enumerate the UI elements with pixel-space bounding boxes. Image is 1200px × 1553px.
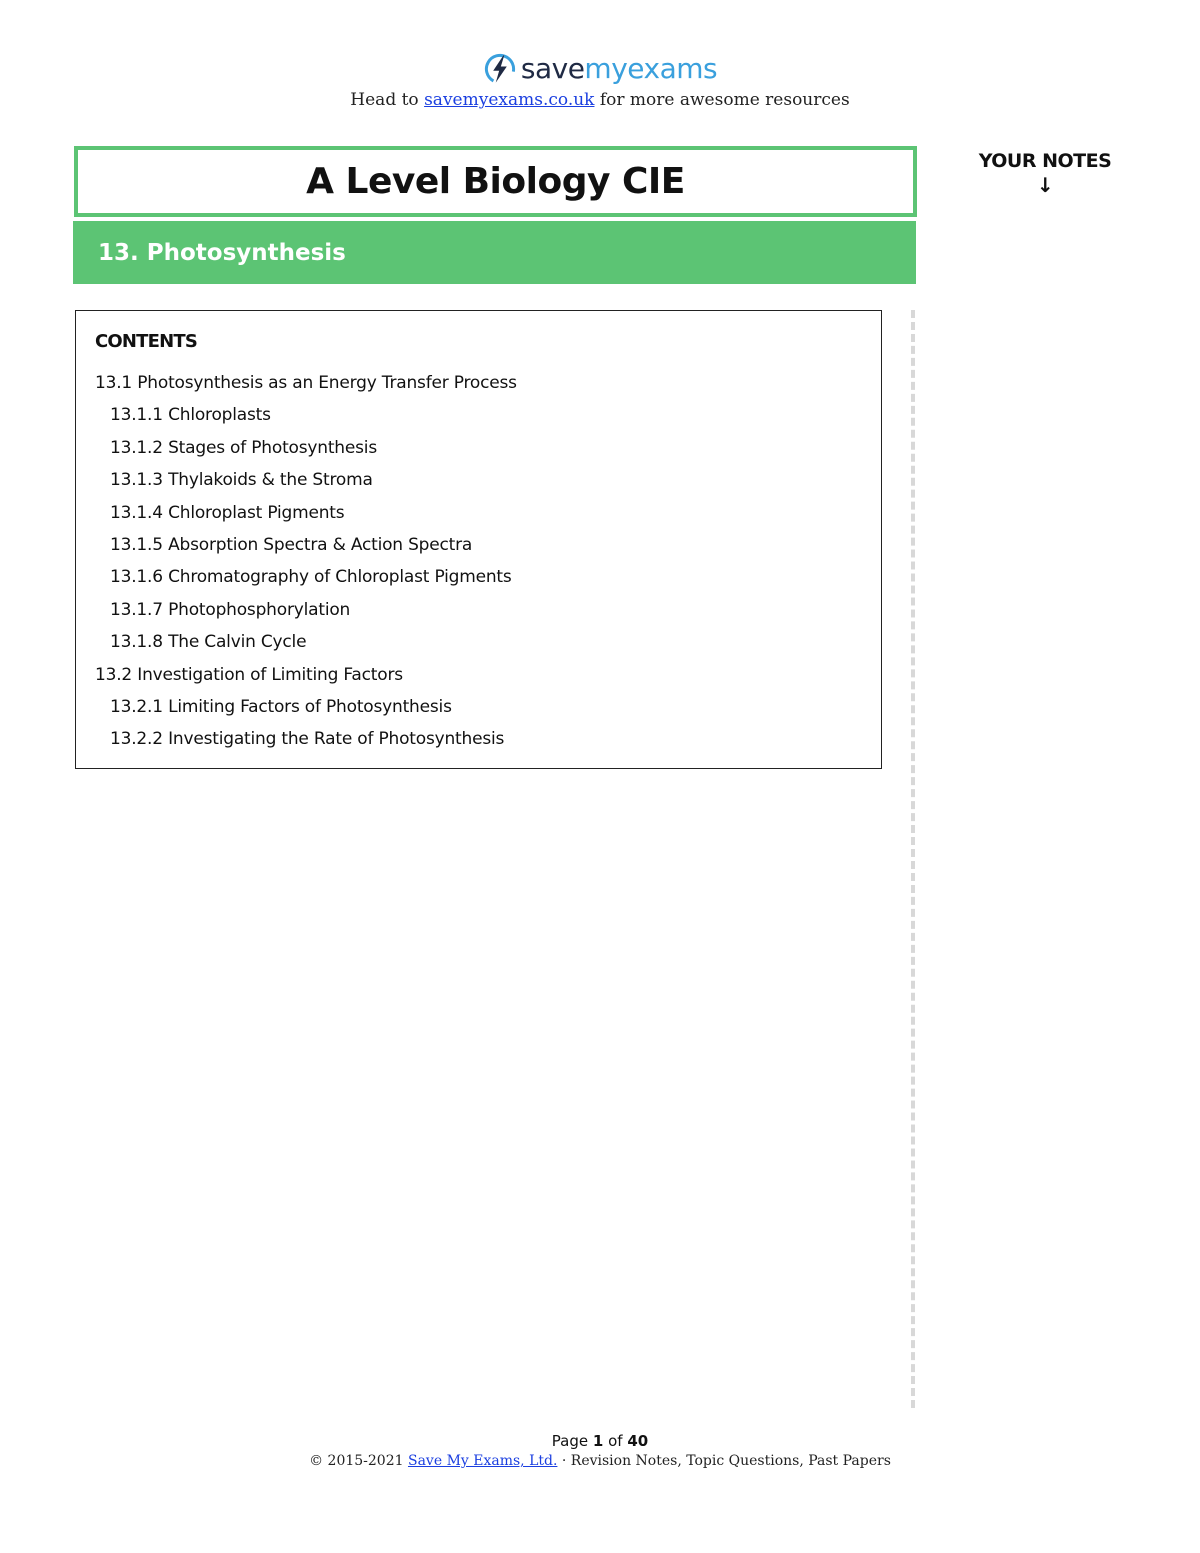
notes-divider xyxy=(911,310,915,1408)
section-banner xyxy=(73,221,916,284)
table-of-contents xyxy=(95,367,517,756)
document-title: A Level Biology CIE xyxy=(306,161,685,202)
your-notes-text: YOUR NOTES xyxy=(978,150,1112,172)
copyright-suffix: · Revision Notes, Topic Questions, Past Papers xyxy=(557,1453,891,1469)
copyright-line xyxy=(0,1451,1200,1471)
page-footer xyxy=(0,1431,1200,1471)
page-number-of: of xyxy=(603,1432,628,1450)
logo-word-exams: exams xyxy=(627,52,718,85)
logo-word-my: my xyxy=(584,52,628,85)
toc-item[interactable]: 13.1 Photosynthesis as an Energy Transfer Process xyxy=(95,373,517,393)
contents-box xyxy=(75,310,882,769)
document-title-box xyxy=(74,146,917,217)
section-title: 13. Photosynthesis xyxy=(98,239,346,266)
page-current: 1 xyxy=(592,1432,604,1450)
page-number-prefix: Page xyxy=(551,1432,593,1450)
lightning-bolt-icon xyxy=(483,52,517,86)
page-number xyxy=(0,1431,1200,1451)
copyright-prefix: © 2015-2021 xyxy=(309,1453,408,1469)
toc-item[interactable]: 13.2.2 Investigating the Rate of Photosynthesis xyxy=(110,729,505,750)
your-notes-label xyxy=(960,148,1130,196)
logo-word-save: save xyxy=(520,52,585,85)
page-header xyxy=(0,48,1200,110)
toc-item[interactable]: 13.2.1 Limiting Factors of Photosynthesis xyxy=(110,697,452,718)
website-link[interactable]: savemyexams.co.uk xyxy=(424,90,595,110)
logo-wordmark xyxy=(521,48,717,90)
toc-item[interactable]: 13.1.4 Chloroplast Pigments xyxy=(110,502,345,523)
toc-item[interactable]: 13.1.1 Chloroplasts xyxy=(110,405,271,426)
company-link[interactable]: Save My Exams, Ltd. xyxy=(407,1453,558,1469)
toc-item[interactable]: 13.1.3 Thylakoids & the Stroma xyxy=(110,470,373,491)
header-tagline-suffix: for more awesome resources xyxy=(594,90,850,110)
toc-item[interactable]: 13.1.7 Photophosphorylation xyxy=(110,599,351,620)
toc-item[interactable]: 13.1.6 Chromatography of Chloroplast Pigments xyxy=(110,567,512,588)
toc-item[interactable]: 13.2 Investigation of Limiting Factors xyxy=(95,664,403,685)
contents-heading: CONTENTS xyxy=(95,331,198,352)
arrow-down-icon: ↓ xyxy=(1036,173,1054,197)
toc-item[interactable]: 13.1.5 Absorption Spectra & Action Spectra xyxy=(110,535,473,556)
header-tagline-prefix: Head to xyxy=(350,90,425,110)
save-my-exams-logo[interactable] xyxy=(483,48,717,90)
header-tagline xyxy=(0,90,1200,110)
page-total: 40 xyxy=(627,1432,649,1450)
toc-item[interactable]: 13.1.8 The Calvin Cycle xyxy=(110,632,307,653)
toc-item[interactable]: 13.1.2 Stages of Photosynthesis xyxy=(110,437,377,458)
